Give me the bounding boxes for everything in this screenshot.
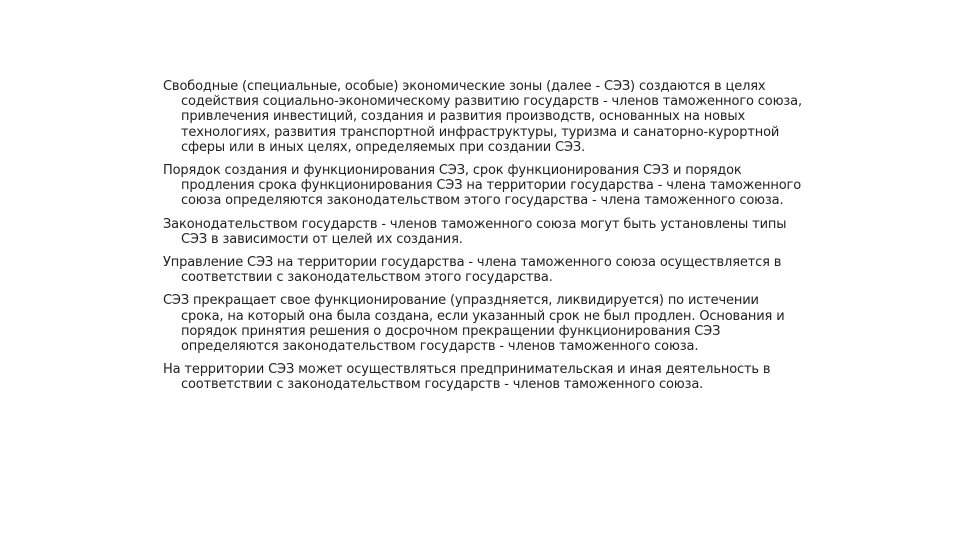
paragraph-sez-types: Законодательством государств - членов таможенного союза могут быть установлены типы СЭЗ в зависимости от целей их создания. [163,216,787,247]
paragraph-sez-activity: На территории СЭЗ может осуществляться предпринимательская и иная деятельность в соответствии с законодательством государств - членов таможенного союза. [163,362,771,393]
paragraph-sez-creation-purpose: Свободные (специальные, особые) экономические зоны (далее - СЭЗ) создаются в целях содействия социально-экономическому развитию государств - членов таможенного союза, привлечения инвестиций, создания и развития производств, основанных на новых технологиях, развития транспортной инфраструктуры, туризма и санаторно-курортной сферы или в иных целях, определяемых при создании СЭЗ. [163,79,802,155]
text-block [163,79,803,393]
paragraph-sez-management: Управление СЭЗ на территории государства - члена таможенного союза осуществляется в соответствии с законодательством этого государства. [163,255,782,286]
paragraph-sez-creation-order: Порядок создания и функционирования СЭЗ, срок функционирования СЭЗ и порядок продления срока функционирования СЭЗ на территории государства - члена таможенного союза определяются законодательством этого государства - члена таможенного союза. [163,163,802,209]
paragraph-sez-termination: СЭЗ прекращает свое функционирование (упраздняется, ликвидируется) по истечении срока, на который она была создана, если указанный срок не был продлен. Основания и порядок принятия решения о досрочном прекращении функционирования СЭЗ определяются законодательством государств - членов таможенного союза. [163,293,785,355]
